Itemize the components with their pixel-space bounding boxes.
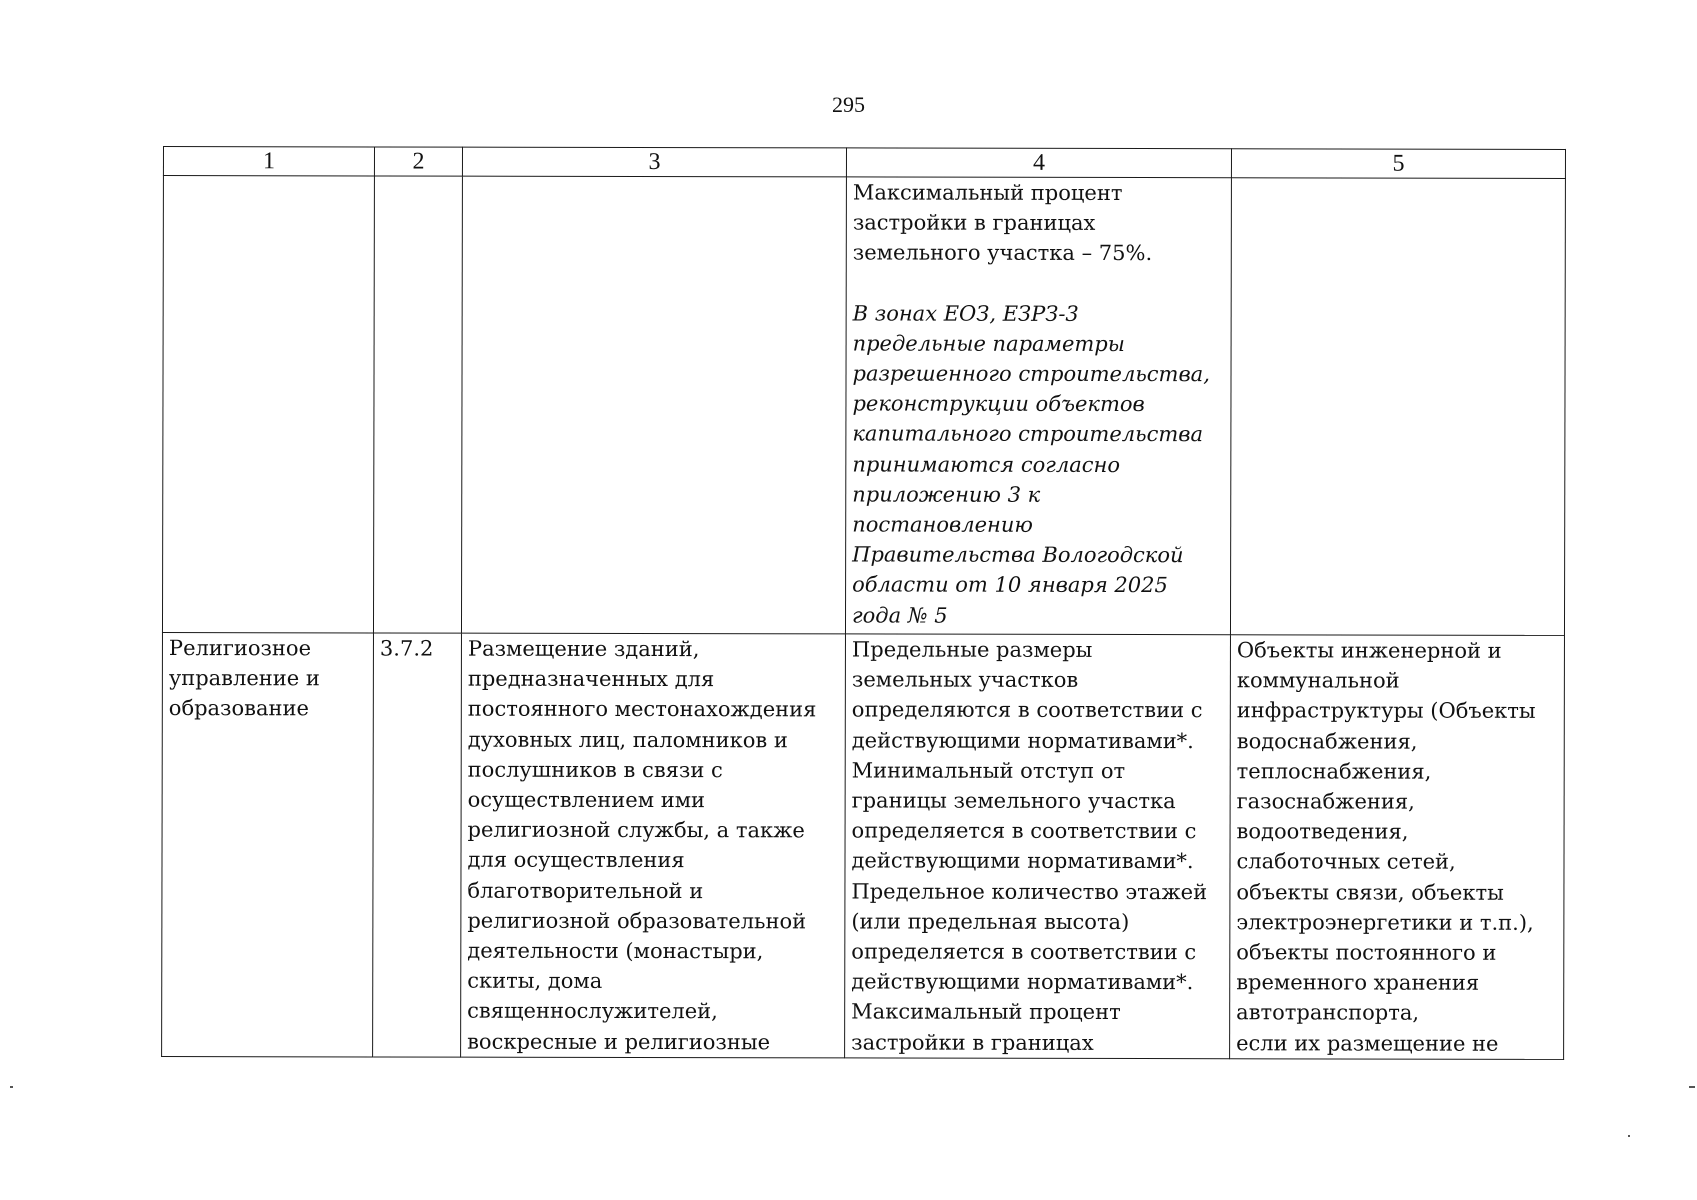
max-coverage-text: Максимальный процент застройки в границах земельного участка – 75%. xyxy=(852,180,1153,266)
scan-mark-small xyxy=(1628,1135,1630,1137)
continuation-cell-2 xyxy=(373,176,462,633)
table-row xyxy=(162,633,1565,1060)
continuation-cell-1 xyxy=(162,176,374,633)
continuation-cell-4 xyxy=(845,177,1231,635)
land-use-code-cell: 3.7.2 xyxy=(373,633,462,1057)
column-header-5: 5 xyxy=(1231,149,1565,179)
column-header-3: 3 xyxy=(462,147,846,177)
zone-parameters-note: В зонах ЕОЗ, ЕЗРЗ-3 предельные параметры разрешенного строительства, реконструкции объектов капитального строительства принимаются согласно приложению 3 к постановлению Правительства Вологодской области от 10 января 2025 года № 5 xyxy=(851,301,1210,628)
continuation-cell-5 xyxy=(1230,178,1565,636)
scan-mark-left xyxy=(10,1086,13,1088)
paragraph-gap xyxy=(853,268,1225,299)
auxiliary-uses-cell: Объекты инженерной и коммунальной инфраструктуры (Объекты водоснабжения, теплоснабжения, газоснабжения, водоотведения, слаботочных сетей, объекты связи, объекты электроэнергетики и т.п.), объекты постоянного и временного хранения автотранспорта, если их размещение не xyxy=(1230,635,1565,1060)
building-parameters-cell: Предельные размеры земельных участков определяются в соответствии с действующими нормативами*. Минимальный отступ от границы земельного участка определяется в соответствии с действующими нормативами*. Предельное количество этажей (или предельная высота) определяется в соответствии с действующими нормативами*. Максимальный процент застройки в границах xyxy=(845,634,1231,1059)
column-header-1: 1 xyxy=(163,147,374,176)
land-use-description-cell: Размещение зданий, предназначенных для постоянного местонахождения духовных лиц, паломников и послушников в связи с осуществлением ими религиозной службы, а также для осуществления благотворительной и религиозной образовательной деятельности (монастыри, скиты, дома священнослужителей, воскресные и религиозные xyxy=(461,633,846,1058)
regulations-table xyxy=(161,146,1566,1060)
land-use-type-cell: Религиозное управление и образование xyxy=(162,633,374,1057)
continuation-row xyxy=(162,176,1565,636)
continuation-cell-3 xyxy=(461,176,846,634)
table-header-row xyxy=(163,147,1565,179)
page-number: 295 xyxy=(832,92,865,117)
column-header-4: 4 xyxy=(846,148,1231,178)
scan-mark-right xyxy=(1689,1086,1695,1088)
column-header-2: 2 xyxy=(374,147,462,176)
